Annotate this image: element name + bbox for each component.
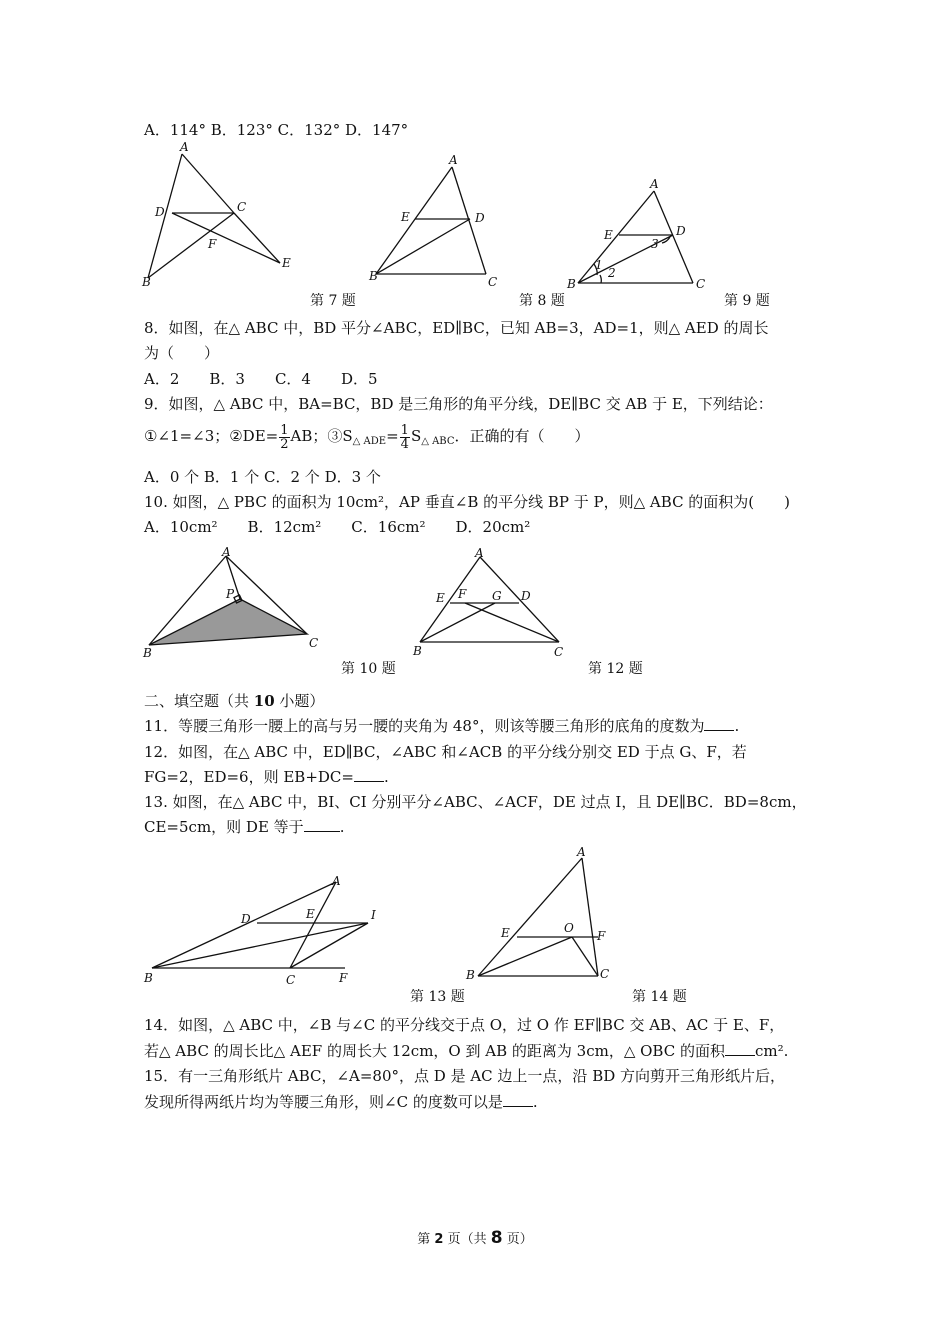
q9-line2: ①∠1=∠3；②DE= $\frac{1}{2}$ AB；$③S_{\triangle ADE}=$ $\frac{1}{4}$ $S_{\triangle ABC}$．正确的有（ ） [144, 422, 590, 452]
fig9-label-b: B [567, 277, 576, 291]
fig7-label-c: C [237, 200, 247, 214]
caption-9: 第 9 题 [724, 293, 770, 309]
fig7-label-d: D [155, 205, 165, 219]
fig7-label-e: E [282, 256, 291, 270]
q7-options: A．114° B．123° C．132° D．147° [144, 121, 409, 139]
fig14-label-a: A [577, 845, 586, 859]
fig9-label-d: D [676, 224, 686, 238]
q8-options: A．2 B．3 C．4 D．5 [144, 370, 378, 388]
q12-line1: 12．如图，在△ ABC 中，ED∥BC，∠ABC 和∠ACB 的平分线分别交 ED 于点 G、F，若 [144, 743, 747, 761]
q14-line1: 14．如图，△ ABC 中，∠B 与∠C 的平分线交于点 O，过 O 作 EF∥BC 交 AB、AC 于 E、F， [144, 1016, 785, 1034]
caption-7: 第 7 题 [310, 293, 356, 309]
figure-9 [560, 175, 715, 295]
figure-10 [138, 543, 328, 663]
fig8-label-d: D [475, 211, 485, 225]
section-heading: 二、填空题（共 10 小题） [144, 692, 325, 710]
fig13-label-i: I [371, 908, 376, 922]
answer-blank[interactable] [304, 817, 340, 832]
q10-options: A．10cm² B．12cm² C．16cm² D．20cm² [144, 518, 531, 536]
fig9-label-c: C [696, 277, 706, 291]
fig10-label-b: B [143, 646, 152, 660]
fig14-label-f: F [597, 929, 606, 943]
answer-blank[interactable] [503, 1092, 533, 1107]
page-footer: 第 2 页（共 8 页） [417, 1228, 533, 1248]
figure-8 [365, 152, 515, 292]
fig14-label-b: B [466, 968, 475, 982]
caption-13: 第 13 题 [410, 989, 465, 1005]
answer-blank[interactable] [704, 716, 734, 731]
fig7-label-a: A [180, 140, 189, 154]
q9-options: A．0 个 B．1 个 C．2 个 D．3 个 [144, 468, 381, 486]
caption-14: 第 14 题 [632, 989, 687, 1005]
q8-line2: 为（ ） [144, 344, 220, 362]
figure-12 [408, 545, 583, 660]
q9-line1: 9．如图，△ ABC 中，BA=BC，BD 是三角形的角平分线，DE∥BC 交 AB 于 E，下列结论： [144, 395, 773, 413]
q8-line1: 8．如图，在△ ABC 中，BD 平分∠ABC，ED∥BC，已知 AB=3，AD=1，则△ AED 的周长 [144, 319, 769, 337]
fig9-angle-3: 3 [651, 237, 659, 251]
caption-10: 第 10 题 [341, 661, 396, 677]
answer-blank[interactable] [354, 767, 384, 782]
q15-line2: 发现所得两纸片均为等腰三角形，则∠C 的度数可以是 . [144, 1093, 538, 1111]
fig9-angle-2: 2 [608, 266, 616, 280]
fraction-one-half: $\frac{1}{2}$ [280, 422, 289, 452]
fig12-label-f: F [458, 587, 467, 601]
q13-line2: CE=5cm，则 DE 等于 . [144, 818, 345, 836]
fig9-angle-1: 1 [595, 258, 603, 272]
fig13-label-c: C [286, 973, 296, 987]
fig8-label-a: A [449, 153, 458, 167]
figure-14 [462, 842, 622, 987]
q11: 11．等腰三角形一腰上的高与另一腰的夹角为 48°，则该等腰三角形的底角的度数为 . [144, 717, 740, 735]
fig8-label-c: C [488, 275, 498, 289]
fig14-label-e: E [501, 926, 510, 940]
answer-blank[interactable] [725, 1041, 755, 1056]
fig9-label-e: E [604, 228, 613, 242]
q15-line1: 15．有一三角形纸片 ABC，∠A=80°，点 D 是 AC 边上一点，沿 BD 方向剪开三角形纸片后， [144, 1067, 786, 1085]
fig12-label-c: C [554, 645, 564, 659]
fig12-label-d: D [521, 589, 531, 603]
fig8-label-b: B [369, 269, 378, 283]
fig10-label-p: P [226, 587, 235, 601]
caption-12: 第 12 题 [588, 661, 643, 677]
fig14-label-c: C [600, 967, 610, 981]
fig12-label-e: E [436, 591, 445, 605]
fraction-one-quarter: $\frac{1}{4}$ [400, 422, 409, 452]
q12-line2: FG=2，ED=6，则 EB+DC= . [144, 768, 389, 786]
fig7-label-b: B [142, 275, 151, 289]
caption-8: 第 8 题 [519, 293, 565, 309]
figure-13 [140, 868, 390, 993]
fig8-label-e: E [401, 210, 410, 224]
q10-line1: 10. 如图，△ PBC 的面积为 10cm²，AP 垂直∠B 的平分线 BP 于 P，则△ ABC 的面积为( ) [144, 493, 791, 511]
fig10-label-a: A [222, 545, 231, 559]
fig9-label-a: A [650, 177, 659, 191]
figure-7 [138, 140, 303, 290]
q14-line2: 若△ ABC 的周长比△ AEF 的周长大 12cm，O 到 AB 的距离为 3cm，△ OBC 的面积 cm². [144, 1042, 789, 1060]
fig13-label-f: F [339, 971, 348, 985]
fig12-label-g: G [492, 589, 502, 603]
fig13-label-a: A [332, 874, 341, 888]
fig14-label-o: O [564, 921, 574, 935]
fig13-label-e: E [306, 907, 315, 921]
fig13-label-b: B [144, 971, 153, 985]
fig13-label-d: D [241, 912, 251, 926]
fig7-label-f: F [208, 237, 217, 251]
fig12-label-b: B [413, 644, 422, 658]
fig10-label-c: C [309, 636, 319, 650]
fig12-label-a: A [475, 546, 484, 560]
q13-line1: 13. 如图，在△ ABC 中，BI、CI 分别平分∠ABC、∠ACF，DE 过点 I，且 DE∥BC．BD=8cm， [144, 793, 807, 811]
